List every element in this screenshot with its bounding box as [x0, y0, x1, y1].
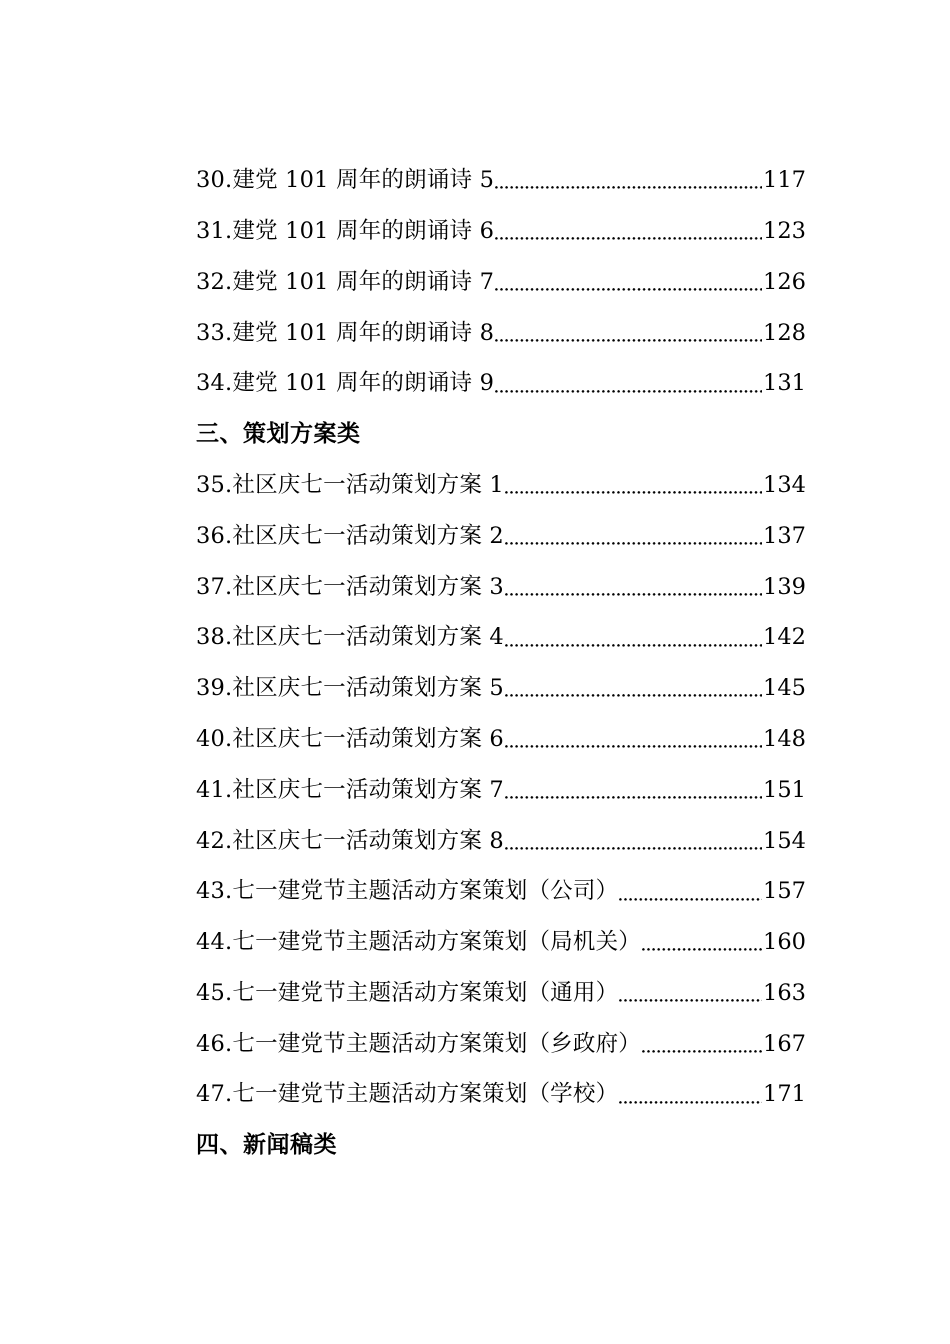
toc-entry[interactable]: [196, 307, 806, 358]
toc-entry[interactable]: [196, 917, 806, 968]
toc-entry-title: 38.社区庆七一活动策划方案 4: [196, 624, 504, 651]
section-heading: 四、新闻稿类: [196, 1132, 337, 1159]
dot-leader: [505, 627, 762, 649]
table-of-contents: [196, 155, 806, 1171]
section-heading: 三、策划方案类: [196, 420, 361, 447]
toc-entry[interactable]: [196, 358, 806, 409]
toc-entry[interactable]: [196, 460, 806, 511]
toc-entry[interactable]: [196, 612, 806, 663]
toc-entry[interactable]: [196, 714, 806, 765]
toc-entry[interactable]: [196, 257, 806, 308]
dot-leader: [619, 881, 762, 903]
toc-entry[interactable]: [196, 968, 806, 1019]
dot-leader: [619, 1084, 762, 1106]
toc-entry-title: 33.建党 101 周年的朗诵诗 8: [196, 319, 495, 346]
toc-entry-title: 34.建党 101 周年的朗诵诗 9: [196, 370, 495, 397]
dot-leader: [505, 830, 762, 852]
toc-page-number: 171: [763, 1081, 806, 1108]
toc-page-number: 123: [763, 217, 806, 244]
toc-entry[interactable]: [196, 561, 806, 612]
dot-leader: [495, 169, 762, 191]
dot-leader: [619, 982, 762, 1004]
toc-entry-title: 41.社区庆七一活动策划方案 7: [196, 776, 504, 803]
dot-leader: [495, 322, 762, 344]
toc-entry-title: 36.社区庆七一活动策划方案 2: [196, 522, 504, 549]
toc-entry-title: 32.建党 101 周年的朗诵诗 7: [196, 268, 495, 295]
toc-entry-title: 46.七一建党节主题活动方案策划（乡政府）: [196, 1030, 641, 1057]
toc-page-number: 151: [763, 776, 806, 803]
toc-entry-title: 39.社区庆七一活动策划方案 5: [196, 675, 504, 702]
toc-page-number: 163: [763, 979, 806, 1006]
toc-entry-title: 45.七一建党节主题活动方案策划（通用）: [196, 979, 619, 1006]
dot-leader: [642, 1033, 762, 1055]
toc-page-number: 134: [763, 471, 806, 498]
toc-page-number: 160: [763, 929, 806, 956]
toc-entry-title: 35.社区庆七一活动策划方案 1: [196, 471, 504, 498]
toc-entry-title: 44.七一建党节主题活动方案策划（局机关）: [196, 929, 641, 956]
toc-entry[interactable]: [196, 155, 806, 206]
toc-page-number: 145: [763, 675, 806, 702]
toc-entry[interactable]: [196, 511, 806, 562]
toc-page-number: 157: [763, 878, 806, 905]
toc-page-number: 117: [763, 167, 806, 194]
toc-page-number: 128: [763, 319, 806, 346]
toc-page-number: 142: [763, 624, 806, 651]
dot-leader: [495, 220, 762, 242]
dot-leader: [505, 728, 762, 750]
toc-entry-title: 47.七一建党节主题活动方案策划（学校）: [196, 1081, 619, 1108]
dot-leader: [495, 271, 762, 293]
toc-entry[interactable]: [196, 815, 806, 866]
toc-page-number: 148: [763, 725, 806, 752]
dot-leader: [495, 373, 762, 395]
toc-entry-title: 30.建党 101 周年的朗诵诗 5: [196, 167, 495, 194]
toc-entry-title: 37.社区庆七一活动策划方案 3: [196, 573, 504, 600]
toc-entry-title: 40.社区庆七一活动策划方案 6: [196, 725, 504, 752]
dot-leader: [505, 525, 762, 547]
toc-page-number: 139: [763, 573, 806, 600]
dot-leader: [505, 474, 762, 496]
dot-leader: [642, 931, 762, 953]
dot-leader: [505, 677, 762, 699]
toc-entry-title: 31.建党 101 周年的朗诵诗 6: [196, 217, 495, 244]
dot-leader: [505, 779, 762, 801]
toc-entry[interactable]: [196, 765, 806, 816]
toc-entry[interactable]: [196, 1019, 806, 1070]
toc-entry[interactable]: [196, 206, 806, 257]
toc-entry[interactable]: [196, 1069, 806, 1120]
toc-entry[interactable]: [196, 866, 806, 917]
toc-entry[interactable]: [196, 663, 806, 714]
toc-entry-title: 43.七一建党节主题活动方案策划（公司）: [196, 878, 619, 905]
dot-leader: [505, 576, 762, 598]
toc-page-number: 131: [763, 370, 806, 397]
toc-page-number: 137: [763, 522, 806, 549]
toc-page-number: 126: [763, 268, 806, 295]
toc-entry-title: 42.社区庆七一活动策划方案 8: [196, 827, 504, 854]
toc-page-number: 167: [763, 1030, 806, 1057]
toc-page-number: 154: [763, 827, 806, 854]
